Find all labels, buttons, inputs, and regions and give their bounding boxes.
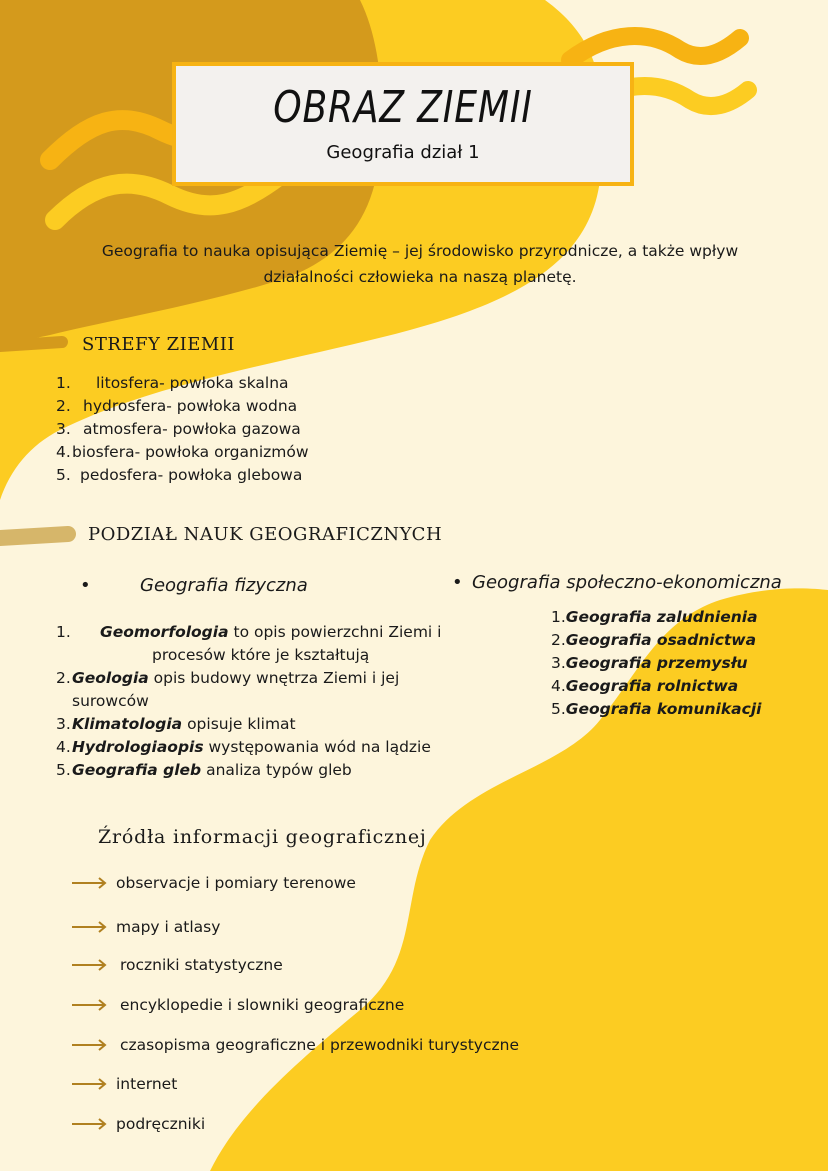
- list-item: 5. pedosfera- powłoka glebowa: [56, 466, 303, 484]
- list-item: czasopisma geograficzne i przewodniki turystyczne: [72, 1036, 519, 1054]
- list-item: mapy i atlasy: [72, 918, 220, 936]
- arrow-right-icon: [72, 1039, 108, 1051]
- list-item: 4. Hydrologiaopis występowania wód na lądzie: [56, 738, 431, 756]
- zrodla-heading: Źródła informacji geograficznej: [98, 826, 427, 848]
- strefy-heading: STREFY ZIEMII: [82, 334, 236, 355]
- intro-paragraph: [80, 238, 760, 290]
- intro-line-2: działalności człowieka na naszą planetę.: [263, 268, 577, 286]
- list-item: 5. Geografia gleb analiza typów gleb: [56, 761, 352, 779]
- page-title: OBRAZ ZIEMII: [273, 82, 533, 133]
- swash-strefy: [0, 342, 62, 346]
- wave-right-top: [570, 36, 740, 60]
- list-item: 3. Klimatologia opisuje klimat: [56, 715, 296, 733]
- list-item: roczniki statystyczne: [72, 956, 283, 974]
- list-item: 5.Geografia komunikacji: [551, 700, 762, 718]
- list-item: podręczniki: [72, 1115, 205, 1133]
- list-item: 2. hydrosfera- powłoka wodna: [56, 397, 298, 415]
- list-item: 1.Geografia zaludnienia: [551, 608, 758, 626]
- bullet-icon: •: [80, 575, 91, 596]
- list-item: 1. litosfera- powłoka skalna: [56, 374, 289, 392]
- title-card: [172, 62, 634, 186]
- podzial-heading: PODZIAŁ NAUK GEOGRAFICZNYCH: [88, 524, 443, 545]
- arrow-right-icon: [72, 877, 108, 889]
- list-item-continuation: procesów które je kształtują: [152, 646, 370, 664]
- arrow-right-icon: [72, 1118, 108, 1130]
- list-item: 1. Geomorfologia to opis powierzchni Ziemi i: [56, 623, 442, 641]
- spoleczna-list: [551, 606, 761, 721]
- strefy-list: [56, 372, 309, 487]
- fizyczna-heading: • Geografia fizyczna: [80, 575, 308, 596]
- list-item: encyklopedie i slowniki geograficzne: [72, 996, 404, 1014]
- arrow-right-icon: [72, 999, 108, 1011]
- spoleczna-heading: • Geografia społeczno-ekonomiczna: [452, 572, 782, 593]
- list-item: 2.Geografia osadnictwa: [551, 631, 757, 649]
- list-item-continuation: surowców: [72, 692, 149, 710]
- arrow-right-icon: [72, 921, 108, 933]
- swash-podzial: [0, 534, 68, 538]
- list-item: internet: [72, 1075, 177, 1093]
- list-item: 4.Geografia rolnictwa: [551, 677, 739, 695]
- list-item: observacje i pomiary terenowe: [72, 874, 356, 892]
- list-item: 3.Geografia przemysłu: [551, 654, 748, 672]
- page-subtitle: Geografia dział 1: [326, 142, 480, 163]
- bullet-icon: •: [452, 572, 463, 593]
- arrow-right-icon: [72, 1078, 108, 1090]
- list-item: 2. Geologia opis budowy wnętrza Ziemi i jej: [56, 669, 400, 687]
- list-item: 4. biosfera- powłoka organizmów: [56, 443, 309, 461]
- arrow-right-icon: [72, 959, 108, 971]
- intro-line-1: Geografia to nauka opisująca Ziemię – jej środowisko przyrodnicze, a także wpływ: [101, 242, 739, 260]
- list-item: 3. atmosfera- powłoka gazowa: [56, 420, 301, 438]
- fizyczna-list: [56, 621, 446, 782]
